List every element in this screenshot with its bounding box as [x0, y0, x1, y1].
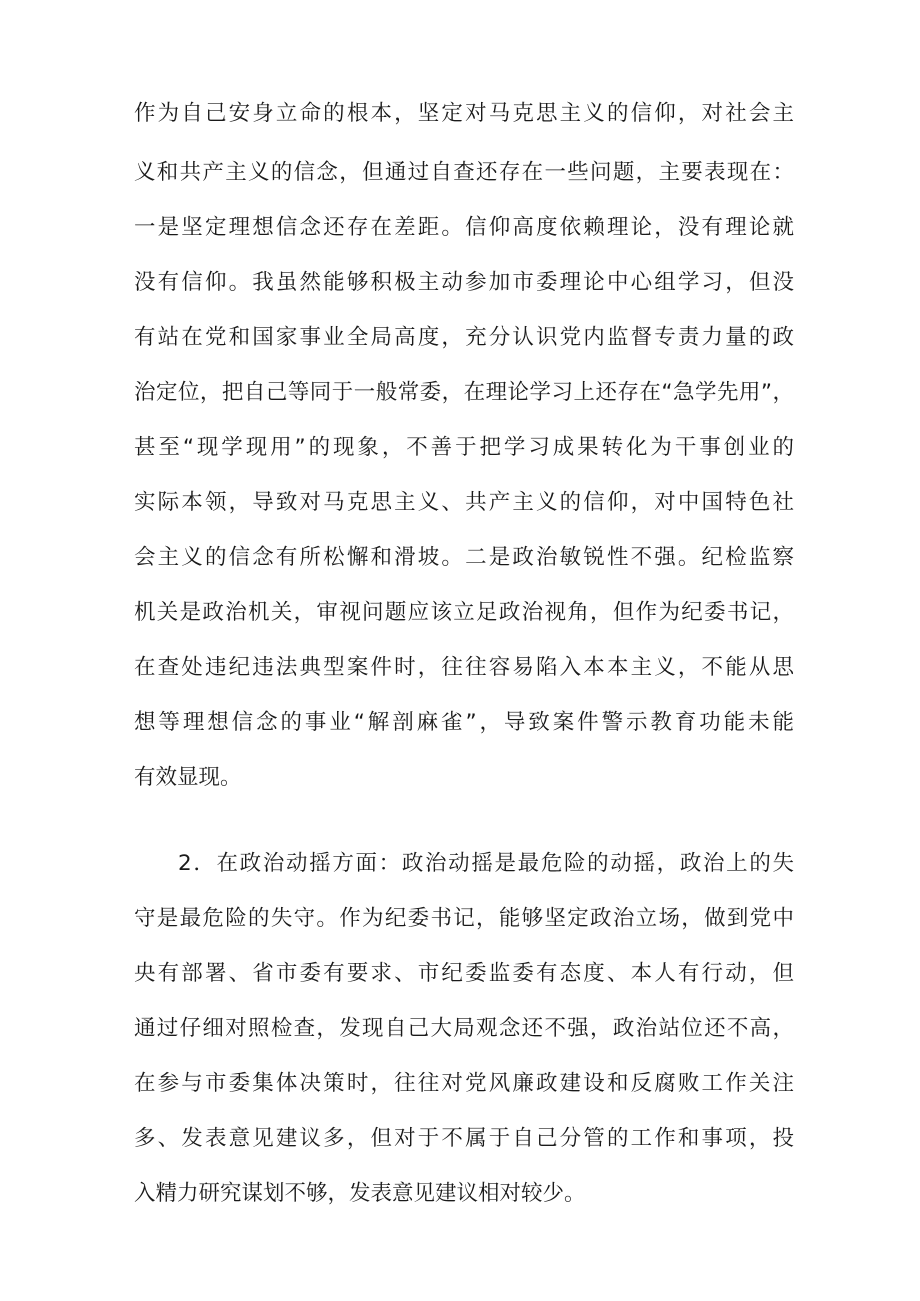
- text-line: 守是最危险的失守。作为纪委书记，能够坚定政治立场，做到党中: [134, 906, 794, 931]
- text-line: 多、发表意见建议多，但对于不属于自己分管的工作和事项，投: [134, 1126, 794, 1151]
- text-line: 实际本领，导致对马克思主义、共产主义的信仰，对中国特色社: [134, 490, 794, 515]
- text-line: 在参与市委集体决策时，往往对党风廉政建设和反腐败工作关注: [134, 1071, 794, 1096]
- text-line: 义和共产主义的信念，但通过自查还存在一些问题，主要表现在：: [134, 160, 794, 185]
- text-line: 央有部署、省市委有要求、市纪委监委有态度、本人有行动，但: [134, 961, 794, 986]
- text-line: 会主义的信念有所松懈和滑坡。二是政治敏锐性不强。纪检监察: [134, 545, 794, 570]
- text-line: 有站在党和国家事业全局高度，充分认识党内监督专责力量的政: [134, 325, 794, 350]
- text-line: 治定位，把自己等同于一般常委，在理论学习上还存在“急学先用”，: [134, 380, 794, 405]
- text-line: 作为自己安身立命的根本，坚定对马克思主义的信仰，对社会主: [134, 101, 794, 126]
- text-line: 想等理想信念的事业“解剖麻雀”，导致案件警示教育功能未能: [134, 710, 794, 735]
- text-line: 通过仔细对照检查，发现自己大局观念还不强，政治站位还不高，: [134, 1016, 794, 1041]
- text-line: 一是坚定理想信念还存在差距。信仰高度依赖理论，没有理论就: [134, 215, 794, 240]
- text-line: 机关是政治机关，审视问题应该立足政治视角，但作为纪委书记，: [134, 600, 794, 625]
- text-line: 没有信仰。我虽然能够积极主动参加市委理论中心组学习，但没: [134, 270, 794, 295]
- text-line: 2．在政治动摇方面：政治动摇是最危险的动摇，政治上的失: [178, 851, 794, 876]
- text-line: 甚至“现学现用”的现象，不善于把学习成果转化为干事创业的: [134, 435, 794, 460]
- text-line: 有效显现。: [134, 765, 242, 790]
- text-line: 在查处违纪违法典型案件时，往往容易陷入本本主义，不能从思: [134, 655, 794, 680]
- text-line: 入精力研究谋划不够，发表意见建议相对较少。: [134, 1181, 586, 1206]
